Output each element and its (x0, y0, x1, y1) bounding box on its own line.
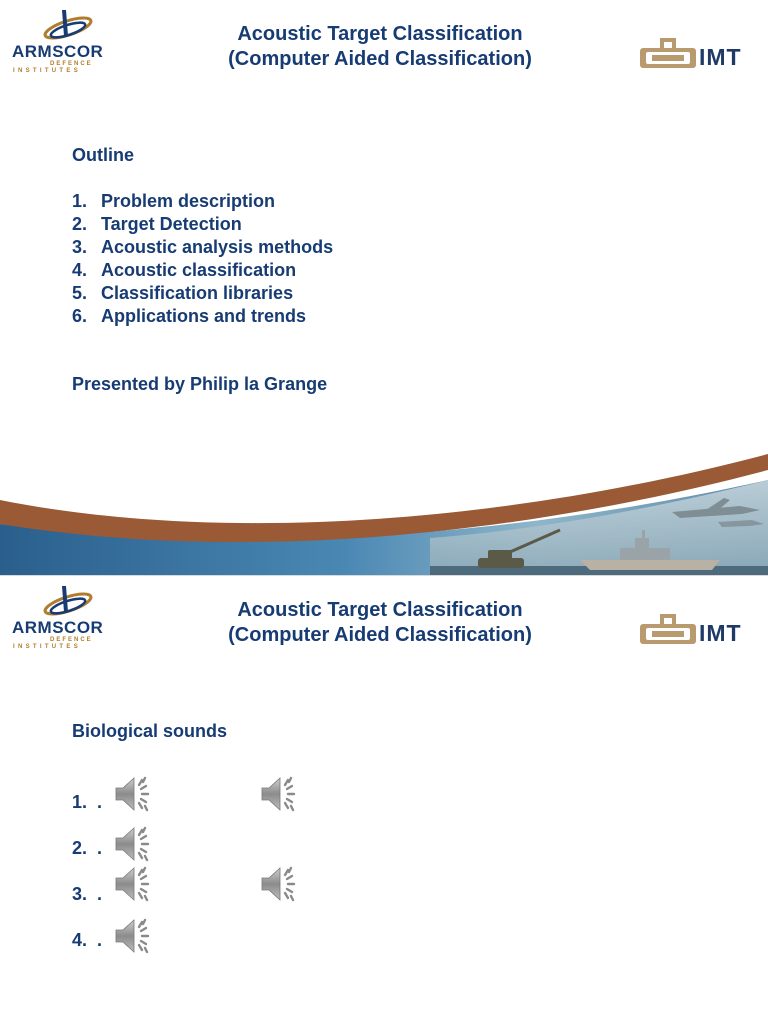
sound-item-2 (72, 838, 102, 859)
title-line-1: Acoustic Target Classification (237, 23, 523, 45)
list-item (72, 305, 333, 328)
item-number: 6. (72, 306, 88, 326)
item-number: 3. (72, 884, 88, 904)
speaker-icon[interactable] (112, 772, 156, 816)
speaker-icon[interactable] (112, 862, 156, 906)
speaker-icon[interactable] (112, 914, 156, 958)
item-number: 2. (72, 838, 88, 858)
list-item (72, 236, 333, 259)
item-number: 4. (72, 260, 88, 280)
armscor-name: ARMSCOR (12, 42, 104, 61)
item-number: 2. (72, 214, 88, 234)
imt-name: IMT (699, 44, 742, 70)
item-dot: . (97, 838, 103, 858)
armscor-sub-institutes: INSTITUTES (13, 68, 82, 74)
outline-list (72, 190, 333, 328)
item-number: 1. (72, 191, 88, 211)
armscor-logo (10, 584, 126, 650)
list-item (72, 213, 333, 236)
imt-name: IMT (699, 620, 742, 646)
speaker-icon[interactable] (258, 862, 302, 906)
military-vehicles-band (0, 440, 768, 576)
title-line-1: Acoustic Target Classification (237, 599, 523, 621)
armscor-sub-institutes: INSTITUTES (13, 644, 82, 650)
armscor-sub-defence: DEFENCE (50, 61, 93, 67)
sound-item-3 (72, 884, 102, 905)
item-dot: . (97, 930, 103, 950)
armscor-emblem-icon (10, 8, 126, 44)
outline-heading: Outline (72, 145, 134, 165)
slide-2 (0, 576, 768, 1024)
sound-item-4 (72, 930, 102, 951)
armscor-logo (10, 8, 126, 74)
item-dot: . (97, 884, 103, 904)
item-label: Classification libraries (101, 283, 294, 303)
armscor-emblem-icon (10, 584, 126, 620)
item-number: 5. (72, 283, 88, 303)
armscor-sub-defence: DEFENCE (50, 637, 93, 643)
imt-logo (638, 34, 764, 74)
item-label: Target Detection (101, 214, 242, 234)
item-dot: . (97, 792, 103, 812)
item-label: Acoustic classification (101, 260, 297, 280)
slide-title (140, 598, 620, 648)
imt-emblem-icon (638, 610, 698, 650)
biological-sounds-heading: Biological sounds (72, 721, 228, 741)
title-line-2: (Computer Aided Classification) (228, 48, 532, 70)
item-number: 3. (72, 237, 88, 257)
imt-emblem-icon (638, 34, 698, 74)
item-number: 1. (72, 792, 88, 812)
list-item (72, 282, 333, 305)
speaker-icon[interactable] (258, 772, 302, 816)
item-label: Acoustic analysis methods (101, 237, 334, 257)
imt-logo (638, 610, 764, 650)
sound-item-1 (72, 792, 102, 813)
list-item (72, 190, 333, 213)
armscor-name: ARMSCOR (12, 618, 104, 637)
item-label: Problem description (101, 191, 276, 211)
speaker-icon[interactable] (112, 822, 156, 866)
presenter-line: Presented by Philip la Grange (72, 374, 328, 394)
title-line-2: (Computer Aided Classification) (228, 624, 532, 646)
list-item (72, 259, 333, 282)
slide-title (140, 22, 620, 72)
item-number: 4. (72, 930, 88, 950)
item-label: Applications and trends (101, 306, 307, 326)
